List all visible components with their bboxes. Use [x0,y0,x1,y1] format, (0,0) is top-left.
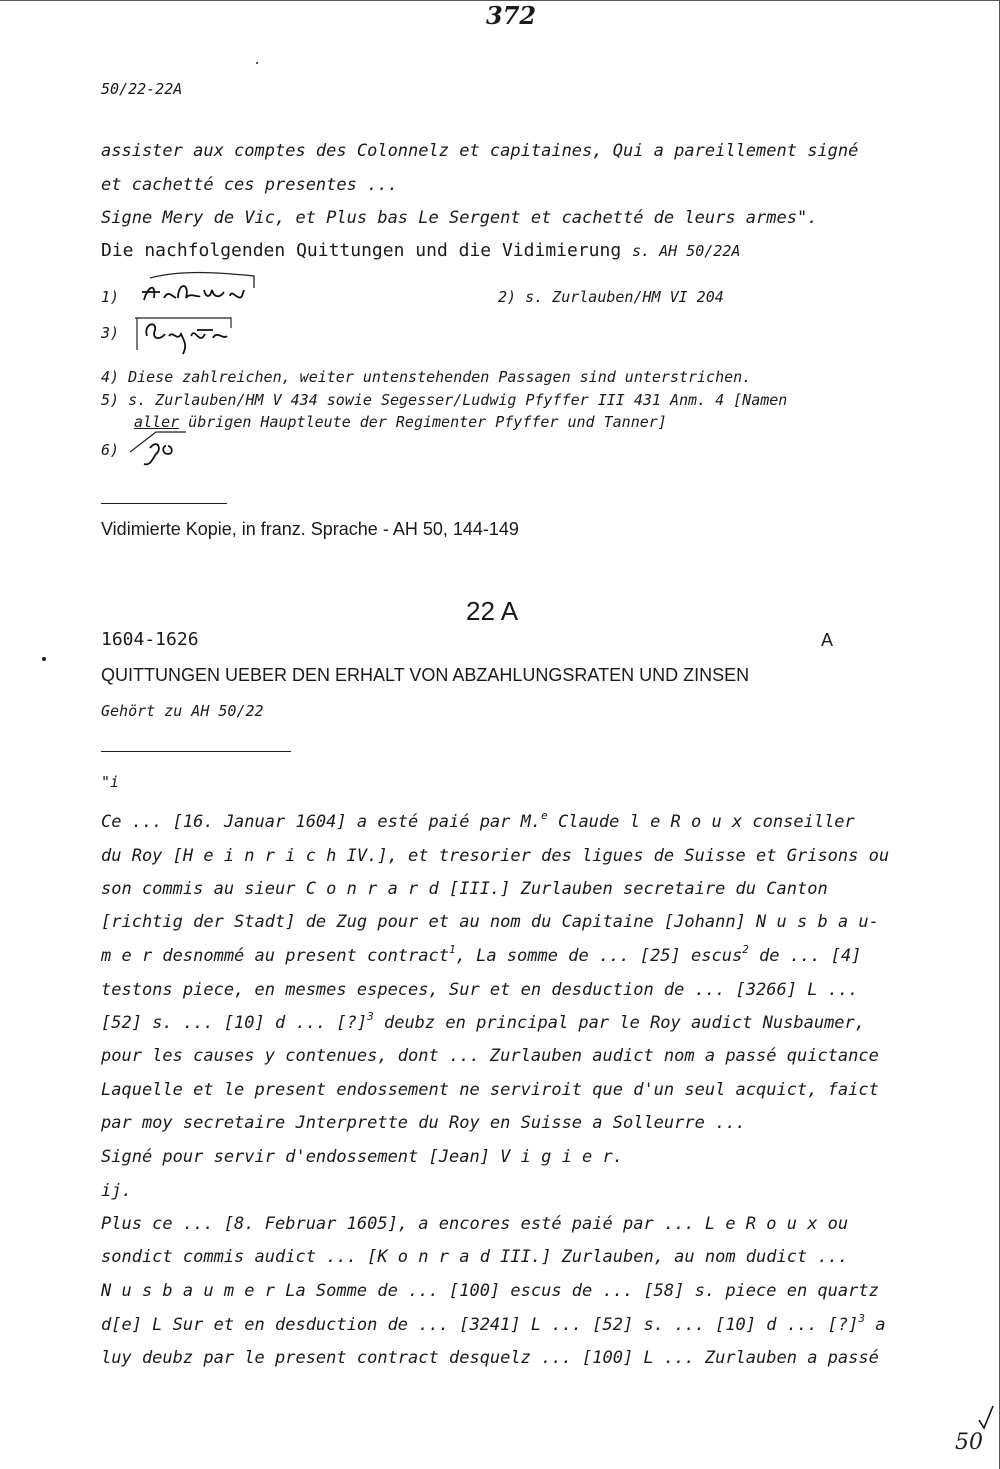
body2-line4-a: d[e] L Sur et en desduction de ... [3241] L ... [52] s. ... [10] d ... [?] [101,1315,859,1335]
footnote-1-number: 1) [101,288,120,306]
body2-line4-b: a [865,1315,886,1335]
body2-line2: sondict commis audict ... [K o n r a d III.] Zurlauben, au nom dudict ... [101,1247,849,1267]
belongs-to: Gehört zu AH 50/22 [101,702,264,720]
body1-line3: son commis au sieur C o n r a r d [III.] Zurlauben secretaire du Canton [101,879,828,899]
check-mark-icon [976,1404,996,1432]
section-heading: QUITTUNGEN UEBER DEN ERHALT VON ABZAHLUNGSRATEN UND ZINSEN [101,665,750,685]
para1-line3: Signe Mery de Vic, et Plus bas Le Sergent et cachetté de leurs armes". [101,208,818,228]
body2-line3: N u s b a u m e r La Somme de ... [100] escus de ... [58] s. piece en quartz [101,1281,879,1301]
body1-line9: Laquelle et le present endossement ne serviroit que d'un seul acquict, faict [101,1080,879,1100]
para1-line2: et cachetté ces presentes ... [101,175,398,195]
footnote-5-underlined: aller [134,413,180,431]
body1-line7-a: [52] s. ... [10] d ... [?] [101,1013,368,1033]
body1-line2: du Roy [H e i n r i c h IV.], et tresorier des ligues de Suisse et Grisons ou [101,846,890,866]
body1-line1 [101,811,855,833]
body1-line5-a: m e r desnommé au present contract [101,946,449,966]
footnote-2: 2) s. Zurlauben/HM VI 204 [498,288,724,306]
body1-line10: par moy secretaire Jnterprette du Roy en Suisse a Solleurre ... [101,1113,746,1133]
separator-rule-1 [101,503,227,504]
body2-line5: luy deubz par le present contract desquelz ... [100] L ... Zurlauben a passé [101,1348,879,1368]
date-range: 1604-1626 [101,629,199,650]
reference-top: 50/22-22A [101,80,183,98]
body1-line5-sup1: 1 [449,943,456,956]
footnote-3-number: 3) [101,324,120,342]
body1-line5-b: , La somme de ... [25] escus [455,946,743,966]
note-line-prefix: Die nachfolgenden Quittungen und die Vidimierung [101,240,622,261]
signature-1 [120,268,260,310]
footnote-5-line1: 5) s. Zurlauben/HM V 434 sowie Segesser/Ludwig Pfyffer III 431 Anm. 4 [Namen [101,391,788,409]
footnote-6-number: 6) [101,441,120,459]
body1-line4: [richtig der Stadt] de Zug pour et au nom du Capitaine [Johann] N u s b a u- [101,912,879,932]
body1-line1-a: Ce ... [16. Januar 1604] a esté paié par M. [101,812,542,832]
footnote-5-rest: übrigen Hauptleute der Regimenter Pfyffer und Tanner] [179,413,667,431]
body1-line8: pour les causes y contenues, dont ... Zurlauben audict nom a passé quictance [101,1046,879,1066]
para1-line1: assister aux comptes des Colonnelz et capitaines, Qui a pareillement signé [101,141,859,161]
mark-ij: ij. [101,1181,132,1201]
body1-line5 [101,945,861,967]
body2-line1: Plus ce ... [8. Februar 1605], a encores esté paié par ... L e R o u x ou [101,1214,849,1234]
body1-line7-b: deubz en principal par le Roy audict Nusbaumer, [373,1013,866,1033]
body1-line1-b: Claude l e R o u x conseiller [547,812,855,832]
body1-line7 [101,1012,865,1034]
body1-line6: testons piece, en mesmes especes, Sur et en desduction de ... [3266] L ... [101,980,859,1000]
body1-line7-sup: 3 [367,1010,374,1023]
body2-line4-sup: 3 [858,1312,866,1325]
body1-line11: Signé pour servir d'endossement [Jean] V i g i e r. [101,1147,623,1167]
body2-line4 [101,1314,886,1336]
body1-line5-sup2: 2 [742,943,749,956]
signature-6 [126,426,196,470]
vidimierte-line: Vidimierte Kopie, in franz. Sprache - AH 50, 144-149 [101,519,519,539]
mark-i: "i [101,773,120,791]
section-number: 22 A [466,596,519,626]
footnote-4: 4) Diese zahlreichen, weiter untenstehenden Passagen sind unterstrichen. [101,368,752,386]
body1-line1-sup: e [541,809,548,822]
scan-dot [42,657,46,661]
signature-3 [125,306,240,358]
corner-mark: 50 [955,1430,983,1455]
footnote-5-line2 [134,411,667,433]
body1-line5-c: de ... [4] [748,946,862,966]
page-number: 372 [486,1,537,30]
note-line-suffix: s. AH 50/22A [632,242,741,260]
note-line [101,240,740,262]
scan-dot [256,62,258,64]
separator-rule-2 [101,751,291,752]
section-letter: A [821,630,834,650]
